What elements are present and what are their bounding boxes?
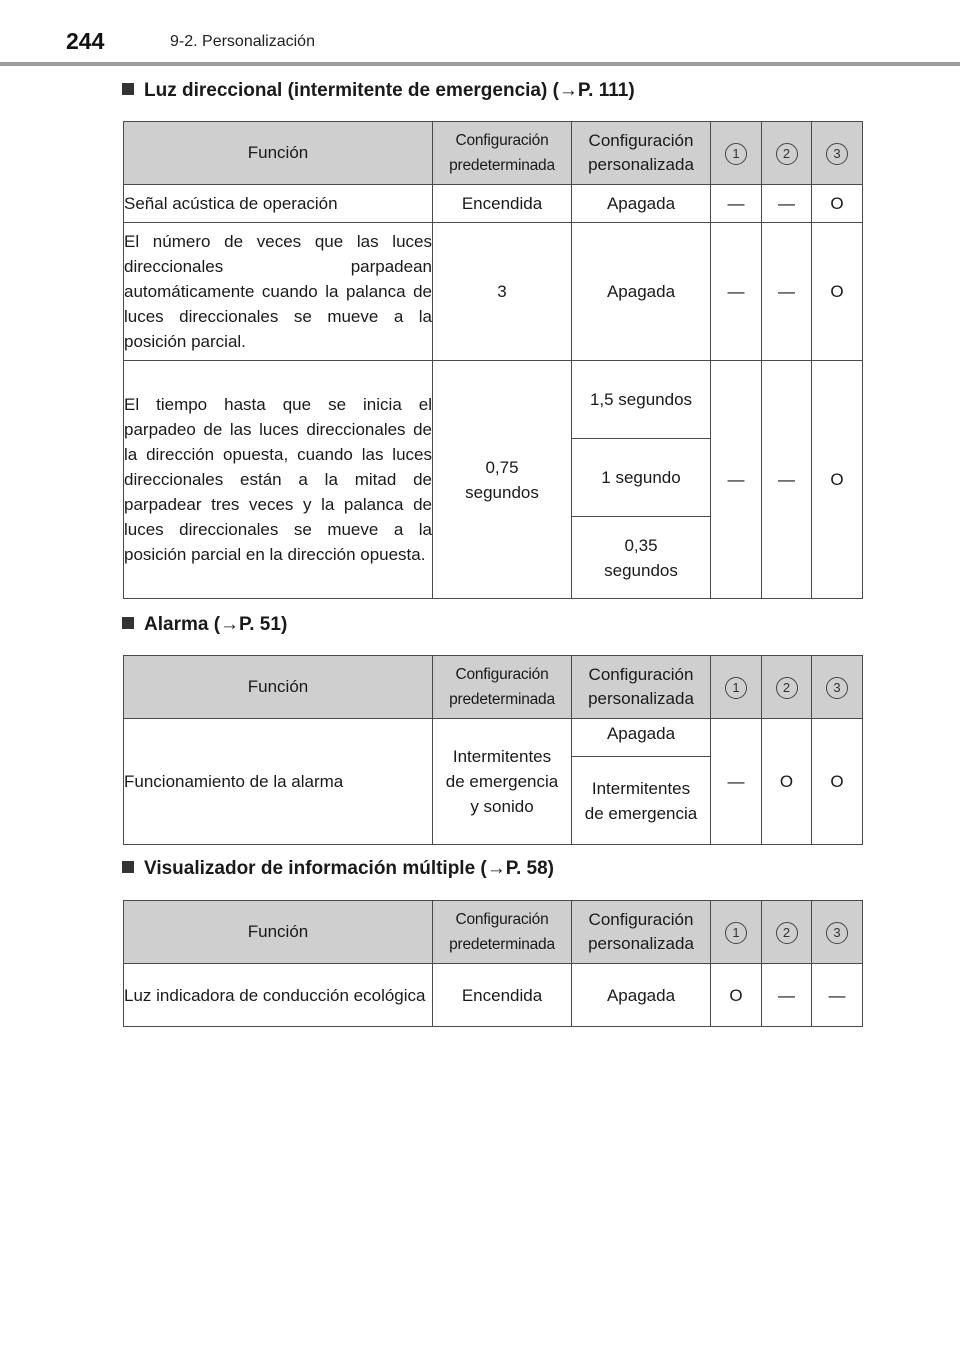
section-title: Luz direccional (intermitente de emergencia) (→P. 111)	[144, 80, 635, 101]
col-header-function: Función	[124, 122, 433, 185]
col-header-2	[762, 656, 812, 719]
table-row	[124, 185, 863, 223]
square-bullet-icon	[122, 861, 134, 873]
table-row	[124, 361, 863, 439]
col-header-custom: Configuración personalizada	[572, 901, 711, 964]
circled-1-icon: 1	[725, 677, 747, 699]
multi-info-display-table	[123, 900, 863, 1027]
col-header-1	[711, 656, 762, 719]
table-header-row	[124, 901, 863, 964]
setting-3-cell: O	[812, 223, 863, 361]
circled-2-icon: 2	[776, 922, 798, 944]
function-cell: Funcionamiento de la alarma	[124, 719, 433, 845]
table-header-row	[124, 122, 863, 185]
table-row	[124, 223, 863, 361]
function-cell: El tiempo hasta que se inicia el parpadeo de las luces direccionales de la dirección opuesta, cuando las luces direccionales están a la mitad de parpadear tres veces y la palanca de luces direccionales se mueve a la posición parcial en la dirección opuesta.	[124, 361, 433, 599]
col-header-default: Configuración predeterminada	[433, 901, 572, 964]
col-header-function: Función	[124, 656, 433, 719]
custom-cell: Intermitentes de emergencia	[572, 757, 711, 845]
circled-1-icon: 1	[725, 143, 747, 165]
col-header-1	[711, 122, 762, 185]
custom-cell: Apagada	[572, 964, 711, 1027]
circled-3-icon: 3	[826, 922, 848, 944]
section-title: Visualizador de información múltiple (→P. 58)	[144, 858, 555, 879]
table-row	[124, 964, 863, 1027]
function-cell: Señal acústica de operación	[124, 185, 433, 223]
col-header-default: Configuración predeterminada	[433, 122, 572, 185]
col-header-3	[812, 656, 863, 719]
default-cell: 0,75 segundos	[433, 361, 572, 599]
section-heading-turn-signal	[122, 80, 635, 102]
setting-3-cell: —	[812, 964, 863, 1027]
section-label: 9-2. Personalización	[170, 33, 315, 50]
circled-1-icon: 1	[725, 922, 747, 944]
setting-2-cell: O	[762, 719, 812, 845]
setting-1-cell: —	[711, 185, 762, 223]
square-bullet-icon	[122, 617, 134, 629]
table-row	[124, 719, 863, 757]
setting-1-cell: —	[711, 719, 762, 845]
col-header-default: Configuración predeterminada	[433, 656, 572, 719]
header-rule	[0, 62, 960, 66]
function-cell: El número de veces que las luces direccionales parpadean automáticamente cuando la palanca de luces direccionales se mueve a la posición parcial.	[124, 223, 433, 361]
col-header-3	[812, 901, 863, 964]
page-header	[0, 0, 960, 70]
default-cell: Intermitentes de emergencia y sonido	[433, 719, 572, 845]
custom-cell: 0,35 segundos	[572, 517, 711, 599]
setting-3-cell: O	[812, 185, 863, 223]
default-cell: 3	[433, 223, 572, 361]
col-header-2	[762, 122, 812, 185]
custom-cell: Apagada	[572, 719, 711, 757]
col-header-1	[711, 901, 762, 964]
setting-1-cell: —	[711, 361, 762, 599]
setting-2-cell: —	[762, 361, 812, 599]
turn-signal-table	[123, 121, 863, 599]
setting-1-cell: —	[711, 223, 762, 361]
setting-2-cell: —	[762, 964, 812, 1027]
col-header-custom: Configuración personalizada	[572, 122, 711, 185]
col-header-2	[762, 901, 812, 964]
setting-3-cell: O	[812, 719, 863, 845]
function-cell: Luz indicadora de conducción ecológica	[124, 964, 433, 1027]
table-header-row	[124, 656, 863, 719]
setting-2-cell: —	[762, 185, 812, 223]
custom-cell: 1 segundo	[572, 439, 711, 517]
section-heading-multi-info-display	[122, 858, 554, 880]
circled-2-icon: 2	[776, 677, 798, 699]
alarm-table	[123, 655, 863, 845]
col-header-function: Función	[124, 901, 433, 964]
setting-2-cell: —	[762, 223, 812, 361]
setting-1-cell: O	[711, 964, 762, 1027]
default-cell: Encendida	[433, 185, 572, 223]
circled-3-icon: 3	[826, 143, 848, 165]
default-cell: Encendida	[433, 964, 572, 1027]
custom-cell: Apagada	[572, 223, 711, 361]
section-title: Alarma (→P. 51)	[144, 614, 288, 635]
circled-2-icon: 2	[776, 143, 798, 165]
square-bullet-icon	[122, 83, 134, 95]
setting-3-cell: O	[812, 361, 863, 599]
col-header-3	[812, 122, 863, 185]
custom-cell: Apagada	[572, 185, 711, 223]
circled-3-icon: 3	[826, 677, 848, 699]
page-number: 244	[66, 28, 105, 54]
section-heading-alarm	[122, 614, 287, 636]
custom-cell: 1,5 segundos	[572, 361, 711, 439]
col-header-custom: Configuración personalizada	[572, 656, 711, 719]
